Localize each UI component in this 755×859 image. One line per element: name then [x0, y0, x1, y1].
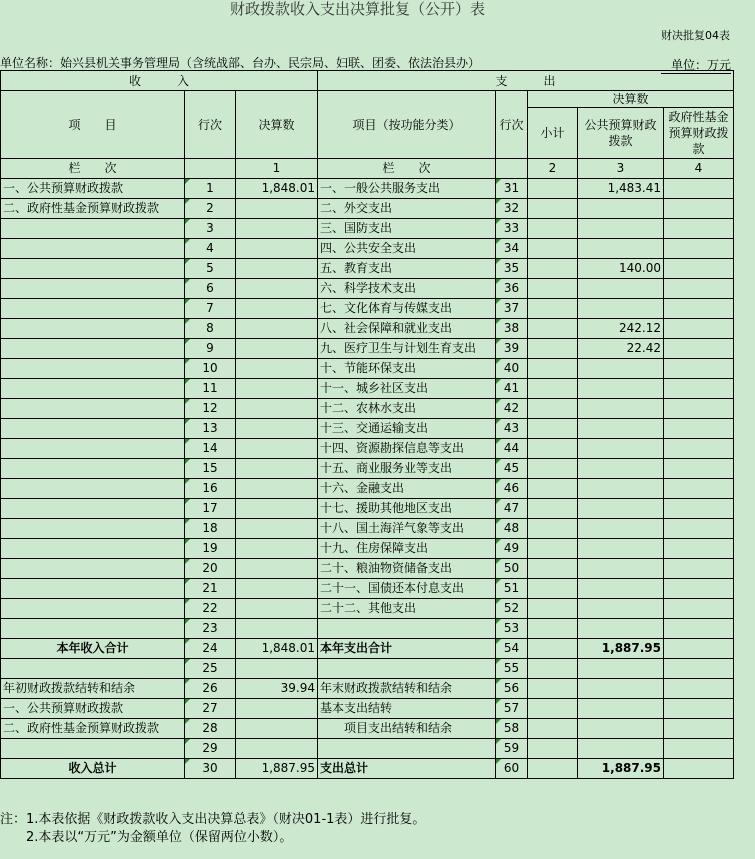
fund-budget-cell [664, 439, 734, 459]
income-row-no: 1 [185, 179, 236, 199]
col-3: 3 [578, 159, 664, 179]
expense-item: 十三、交通运输支出 [318, 419, 496, 439]
income-amount: 1,848.01 [236, 179, 318, 199]
public-budget-cell: 1,887.95 [578, 759, 664, 779]
fund-budget-cell [664, 559, 734, 579]
expense-row-no: 32 [496, 199, 528, 219]
subtotal-cell [528, 679, 578, 699]
expense-row-no: 51 [496, 579, 528, 599]
table-row [1, 519, 734, 539]
table-row [1, 219, 734, 239]
row-no-header: 行次 [185, 91, 236, 159]
expense-row-no: 39 [496, 339, 528, 359]
expense-row-no: 36 [496, 279, 528, 299]
income-amount [236, 519, 318, 539]
expense-row-no-header: 行次 [496, 91, 528, 159]
income-item [1, 379, 185, 399]
expense-item: 十六、金融支出 [318, 479, 496, 499]
fund-budget-cell [664, 739, 734, 759]
income-amount [236, 559, 318, 579]
income-amount [236, 439, 318, 459]
fund-budget-header: 政府性基金预算财政拨款 [664, 108, 734, 159]
income-amount [236, 499, 318, 519]
table-row [1, 739, 734, 759]
subtotal-cell [528, 579, 578, 599]
table-row [1, 279, 734, 299]
table-row [1, 379, 734, 399]
expense-item: 支出总计 [318, 759, 496, 779]
income-amount [236, 619, 318, 639]
income-row-no: 19 [185, 539, 236, 559]
table-row [1, 479, 734, 499]
income-row-no: 13 [185, 419, 236, 439]
fund-budget-cell [664, 419, 734, 439]
public-budget-cell [578, 699, 664, 719]
income-amount [236, 579, 318, 599]
fund-budget-cell [664, 519, 734, 539]
table-row [1, 419, 734, 439]
income-amount [236, 459, 318, 479]
fund-budget-cell [664, 279, 734, 299]
income-row-no: 12 [185, 399, 236, 419]
income-item: 本年收入合计 [1, 639, 185, 659]
subtotal-cell [528, 539, 578, 559]
fund-budget-cell [664, 259, 734, 279]
expense-item: 二十一、国债还本付息支出 [318, 579, 496, 599]
income-amount [236, 339, 318, 359]
expense-row-no: 57 [496, 699, 528, 719]
subtotal-cell [528, 219, 578, 239]
notes [0, 811, 425, 847]
subtotal-cell [528, 379, 578, 399]
income-amount [236, 199, 318, 219]
fund-budget-cell [664, 699, 734, 719]
income-amount [236, 479, 318, 499]
amount-header: 决算数 [236, 91, 318, 159]
income-row-no: 20 [185, 559, 236, 579]
income-item [1, 659, 185, 679]
income-amount [236, 219, 318, 239]
table-row [1, 679, 734, 699]
subtotal-cell [528, 439, 578, 459]
col-2: 2 [528, 159, 578, 179]
income-amount [236, 539, 318, 559]
income-item [1, 399, 185, 419]
income-amount [236, 599, 318, 619]
final-header: 决算数 [528, 91, 734, 108]
income-item [1, 559, 185, 579]
expense-row-no: 37 [496, 299, 528, 319]
subtotal-cell [528, 659, 578, 679]
expense-item [318, 659, 496, 679]
expense-row-no: 46 [496, 479, 528, 499]
income-item [1, 339, 185, 359]
income-row-no: 29 [185, 739, 236, 759]
expense-item: 八、社会保障和就业支出 [318, 319, 496, 339]
public-budget-cell [578, 519, 664, 539]
expense-row-no: 56 [496, 679, 528, 699]
public-budget-cell [578, 279, 664, 299]
income-amount [236, 379, 318, 399]
fund-budget-cell [664, 539, 734, 559]
income-row-no: 22 [185, 599, 236, 619]
table-row [1, 299, 734, 319]
subtotal-cell [528, 239, 578, 259]
income-row-no: 2 [185, 199, 236, 219]
subtotal-cell [528, 559, 578, 579]
public-budget-cell [578, 499, 664, 519]
col-1: 1 [236, 159, 318, 179]
income-amount [236, 299, 318, 319]
income-item [1, 439, 185, 459]
public-budget-cell [578, 219, 664, 239]
fund-budget-cell [664, 179, 734, 199]
table-row [1, 439, 734, 459]
income-row-no: 28 [185, 719, 236, 739]
income-amount [236, 699, 318, 719]
expense-item: 二十、粮油物资储备支出 [318, 559, 496, 579]
expense-row-no: 31 [496, 179, 528, 199]
expense-item: 一、一般公共服务支出 [318, 179, 496, 199]
expense-row-no: 34 [496, 239, 528, 259]
income-row-no: 3 [185, 219, 236, 239]
expense-item: 年末财政拨款结转和结余 [318, 679, 496, 699]
expense-item [318, 739, 496, 759]
expense-row-no: 41 [496, 379, 528, 399]
expense-item: 五、教育支出 [318, 259, 496, 279]
note-1: 注：1.本表依据《财政拨款收入支出决算总表》（财决01-1表）进行批复。 [0, 812, 426, 827]
subtotal-cell [528, 699, 578, 719]
income-amount [236, 279, 318, 299]
subtotal-cell [528, 399, 578, 419]
expense-item [318, 619, 496, 639]
fund-budget-cell [664, 659, 734, 679]
public-budget-cell [578, 719, 664, 739]
income-row-no: 8 [185, 319, 236, 339]
income-row-no: 26 [185, 679, 236, 699]
public-budget-cell [578, 439, 664, 459]
item-header: 项 目 [1, 91, 185, 159]
table-row [1, 239, 734, 259]
public-budget-cell [578, 299, 664, 319]
table-row [1, 459, 734, 479]
income-amount: 1,887.95 [236, 759, 318, 779]
public-budget-cell [578, 539, 664, 559]
income-row-no: 4 [185, 239, 236, 259]
public-budget-cell [578, 399, 664, 419]
income-item: 收入总计 [1, 759, 185, 779]
func-item-header: 项目（按功能分类） [318, 91, 496, 159]
subtotal-cell [528, 759, 578, 779]
appropriation-table [0, 70, 734, 779]
expense-item: 十五、商业服务业等支出 [318, 459, 496, 479]
expense-row-no: 48 [496, 519, 528, 539]
fund-budget-cell [664, 359, 734, 379]
table-row [1, 339, 734, 359]
fund-budget-cell [664, 579, 734, 599]
income-row-no: 14 [185, 439, 236, 459]
subtotal-cell [528, 299, 578, 319]
income-amount [236, 719, 318, 739]
public-budget-cell: 1,887.95 [578, 639, 664, 659]
income-row-no: 25 [185, 659, 236, 679]
expense-item: 十七、援助其他地区支出 [318, 499, 496, 519]
table-row [1, 639, 734, 659]
expense-row-no: 52 [496, 599, 528, 619]
subtotal-cell [528, 279, 578, 299]
income-row-no: 7 [185, 299, 236, 319]
income-amount [236, 399, 318, 419]
fund-budget-cell [664, 499, 734, 519]
expense-item: 六、科学技术支出 [318, 279, 496, 299]
expense-item: 十八、国土海洋气象等支出 [318, 519, 496, 539]
fund-budget-cell [664, 199, 734, 219]
public-budget-cell [578, 459, 664, 479]
income-amount [236, 419, 318, 439]
subtotal-cell [528, 619, 578, 639]
income-amount: 39.94 [236, 679, 318, 699]
income-item: 二、政府性基金预算财政拨款 [1, 199, 185, 219]
income-row-no: 6 [185, 279, 236, 299]
income-item [1, 419, 185, 439]
fund-budget-cell [664, 299, 734, 319]
table-row [1, 539, 734, 559]
expense-item: 四、公共安全支出 [318, 239, 496, 259]
table-row [1, 579, 734, 599]
expense-item: 二十二、其他支出 [318, 599, 496, 619]
income-row-no: 23 [185, 619, 236, 639]
expense-item: 二、外交支出 [318, 199, 496, 219]
subtotal-cell [528, 599, 578, 619]
income-item [1, 619, 185, 639]
fund-budget-cell [664, 639, 734, 659]
expense-row-no: 53 [496, 619, 528, 639]
income-item [1, 459, 185, 479]
fund-budget-cell [664, 219, 734, 239]
public-budget-cell [578, 659, 664, 679]
income-amount [236, 359, 318, 379]
income-row-no: 30 [185, 759, 236, 779]
income-item [1, 299, 185, 319]
income-item [1, 219, 185, 239]
income-item [1, 319, 185, 339]
income-row-no: 5 [185, 259, 236, 279]
table-row [1, 719, 734, 739]
expense-row-no: 59 [496, 739, 528, 759]
income-header: 收 入 [1, 71, 318, 91]
income-row-no: 21 [185, 579, 236, 599]
expense-row-no: 54 [496, 639, 528, 659]
table-row [1, 259, 734, 279]
fund-budget-cell [664, 239, 734, 259]
income-row-no: 17 [185, 499, 236, 519]
fund-budget-cell [664, 339, 734, 359]
public-budget-cell [578, 679, 664, 699]
unit-name: 单位名称：始兴县机关事务管理局（含统战部、台办、民宗局、妇联、团委、依法治县办） [0, 56, 481, 70]
col-4: 4 [664, 159, 734, 179]
subtotal-cell [528, 479, 578, 499]
fund-budget-cell [664, 379, 734, 399]
income-amount [236, 239, 318, 259]
expense-item: 七、文化体育与传媒支出 [318, 299, 496, 319]
income-row-no: 15 [185, 459, 236, 479]
fund-budget-cell [664, 319, 734, 339]
public-budget-cell [578, 199, 664, 219]
income-row-no: 9 [185, 339, 236, 359]
income-item [1, 479, 185, 499]
expense-row-no: 35 [496, 259, 528, 279]
income-amount [236, 319, 318, 339]
income-amount [236, 739, 318, 759]
income-item: 一、公共预算财政拨款 [1, 699, 185, 719]
expense-row-no: 55 [496, 659, 528, 679]
income-item [1, 259, 185, 279]
table-row [1, 599, 734, 619]
expense-item: 十四、资源勘探信息等支出 [318, 439, 496, 459]
expense-row-no: 33 [496, 219, 528, 239]
income-row-no: 27 [185, 699, 236, 719]
public-budget-cell [578, 559, 664, 579]
income-amount [236, 259, 318, 279]
public-budget-cell: 22.42 [578, 339, 664, 359]
fund-budget-cell [664, 759, 734, 779]
public-budget-cell [578, 239, 664, 259]
public-budget-cell [578, 379, 664, 399]
income-row-no: 24 [185, 639, 236, 659]
subtotal-cell [528, 339, 578, 359]
fund-budget-cell [664, 619, 734, 639]
expense-item: 项目支出结转和结余 [318, 719, 496, 739]
subtotal-header: 小计 [528, 108, 578, 159]
income-row-no: 10 [185, 359, 236, 379]
income-item [1, 539, 185, 559]
subtotal-cell [528, 739, 578, 759]
expense-row-no: 60 [496, 759, 528, 779]
income-item [1, 279, 185, 299]
expense-item: 基本支出结转 [318, 699, 496, 719]
public-budget-header: 公共预算财政拨款 [578, 108, 664, 159]
unit-label: 单位：万元 [661, 56, 731, 74]
table-row [1, 759, 734, 779]
fund-budget-cell [664, 399, 734, 419]
expense-row-no: 45 [496, 459, 528, 479]
expense-item: 九、医疗卫生与计划生育支出 [318, 339, 496, 359]
subtotal-cell [528, 519, 578, 539]
subtotal-cell [528, 459, 578, 479]
expense-item: 十九、住房保障支出 [318, 539, 496, 559]
expense-row-no: 38 [496, 319, 528, 339]
public-budget-cell: 1,483.41 [578, 179, 664, 199]
subtotal-cell [528, 199, 578, 219]
income-item [1, 579, 185, 599]
expense-header: 支 出 [318, 71, 734, 91]
income-amount: 1,848.01 [236, 639, 318, 659]
income-item: 一、公共预算财政拨款 [1, 179, 185, 199]
public-budget-cell [578, 599, 664, 619]
expense-row-no: 42 [496, 399, 528, 419]
table-row [1, 699, 734, 719]
table-row [1, 199, 734, 219]
income-item [1, 239, 185, 259]
public-budget-cell [578, 739, 664, 759]
table-row [1, 659, 734, 679]
fund-budget-cell [664, 599, 734, 619]
table-row [1, 359, 734, 379]
fund-budget-cell [664, 459, 734, 479]
table-row [1, 179, 734, 199]
income-row-no: 18 [185, 519, 236, 539]
expense-row-no: 50 [496, 559, 528, 579]
subtotal-cell [528, 419, 578, 439]
table-row [1, 399, 734, 419]
expense-item: 三、国防支出 [318, 219, 496, 239]
subtotal-cell [528, 259, 578, 279]
expense-row-no: 47 [496, 499, 528, 519]
public-budget-cell [578, 619, 664, 639]
expense-row-no: 44 [496, 439, 528, 459]
expense-row-no: 40 [496, 359, 528, 379]
public-budget-cell [578, 579, 664, 599]
income-amount [236, 659, 318, 679]
subtotal-cell [528, 639, 578, 659]
public-budget-cell [578, 479, 664, 499]
subtotal-cell [528, 719, 578, 739]
income-row-no: 11 [185, 379, 236, 399]
form-number: 财决批复04表 [661, 29, 730, 42]
expense-item: 十二、农林水支出 [318, 399, 496, 419]
income-item [1, 499, 185, 519]
income-item [1, 739, 185, 759]
table-row [1, 619, 734, 639]
page-title: 财政拨款收入支出决算批复（公开）表 [229, 0, 485, 18]
subtotal-cell [528, 359, 578, 379]
income-row-no: 16 [185, 479, 236, 499]
subtotal-cell [528, 179, 578, 199]
table-row [1, 319, 734, 339]
expense-item: 十、节能环保支出 [318, 359, 496, 379]
note-2: 2.本表以“万元”为金额单位（保留两位小数）。 [26, 830, 293, 845]
table-row [1, 499, 734, 519]
subtotal-cell [528, 319, 578, 339]
col-label: 栏 次 [1, 159, 185, 179]
income-item: 二、政府性基金预算财政拨款 [1, 719, 185, 739]
income-item [1, 519, 185, 539]
expense-row-no: 49 [496, 539, 528, 559]
expense-row-no: 58 [496, 719, 528, 739]
fund-budget-cell [664, 719, 734, 739]
public-budget-cell [578, 359, 664, 379]
public-budget-cell [578, 419, 664, 439]
expense-item: 本年支出合计 [318, 639, 496, 659]
income-item: 年初财政拨款结转和结余 [1, 679, 185, 699]
public-budget-cell: 242.12 [578, 319, 664, 339]
subtotal-cell [528, 499, 578, 519]
table-row [1, 559, 734, 579]
fund-budget-cell [664, 479, 734, 499]
public-budget-cell: 140.00 [578, 259, 664, 279]
income-item [1, 359, 185, 379]
expense-item: 十一、城乡社区支出 [318, 379, 496, 399]
expense-row-no: 43 [496, 419, 528, 439]
col-label-expense: 栏 次 [318, 159, 496, 179]
income-item [1, 599, 185, 619]
fund-budget-cell [664, 679, 734, 699]
